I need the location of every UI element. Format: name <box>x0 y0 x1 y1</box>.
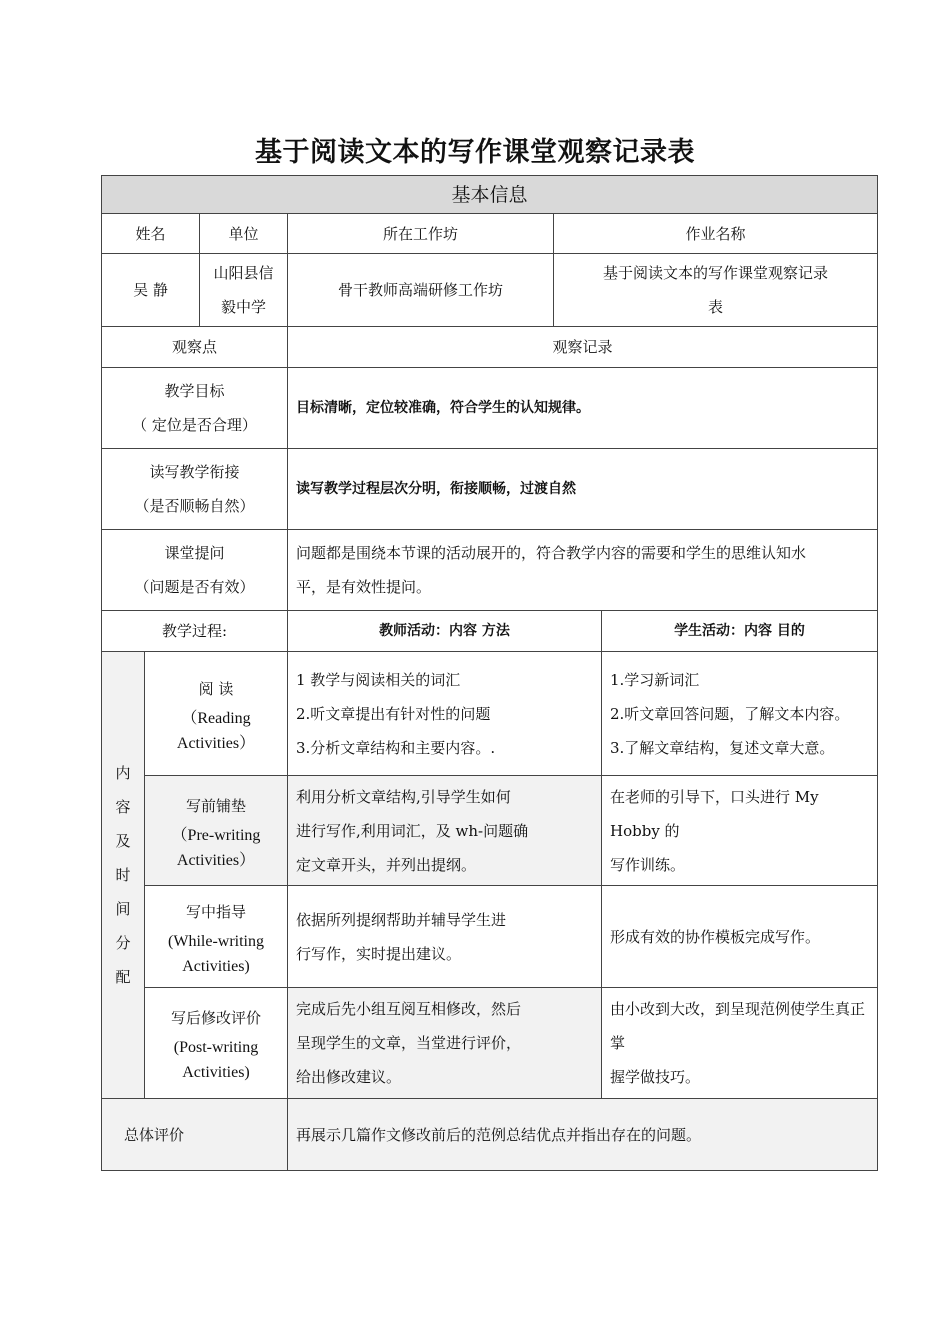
stage-postwriting <box>145 988 288 1099</box>
student-whilewriting <box>602 886 878 988</box>
list-item: 写作训练。 <box>610 855 686 874</box>
point-label: 课堂提问 <box>164 544 225 562</box>
record-goal: 目标清晰，定位较准确，符合学生的认知规律。 <box>288 368 878 449</box>
point-link <box>102 449 288 530</box>
header-name: 姓名 <box>102 214 200 254</box>
list-item: 1.学习新词汇 <box>610 670 700 689</box>
list-item: 行写作，实时提出建议。 <box>296 944 462 963</box>
list-item: 呈现学生的文章，当堂进行评价， <box>296 1034 522 1052</box>
workshop-value: 骨干教师高端研修工作坊 <box>288 254 554 327</box>
student-prewriting <box>602 776 878 886</box>
teacher-whilewriting <box>288 886 602 988</box>
stage-reading <box>145 652 288 776</box>
teacher-prewriting <box>288 776 602 886</box>
point-question <box>102 530 288 611</box>
teacher-postwriting <box>288 988 602 1099</box>
header-workshop: 所在工作坊 <box>288 214 554 254</box>
teacher-name: 吴 静 <box>102 254 200 327</box>
side-label-vertical <box>102 652 145 1099</box>
point-goal <box>102 368 288 449</box>
header-assignment: 作业名称 <box>554 214 878 254</box>
stage-en: Activities） <box>176 851 256 869</box>
stage-whilewriting <box>145 886 288 988</box>
stage-name: 写中指导 <box>185 902 246 921</box>
list-item: 1 教学与阅读相关的词汇 <box>296 670 461 689</box>
student-activity-header: 学生活动：内容 目的 <box>602 611 878 652</box>
side-char: 间 <box>115 900 131 918</box>
observe-point-header: 观察点 <box>102 327 288 368</box>
list-item: 在老师的引导下，口头进行 My Hobby 的 <box>610 787 819 840</box>
side-char: 容 <box>115 798 131 816</box>
list-item: 2.听文章回答问题，了解文本内容。 <box>610 704 850 723</box>
list-item: 进行写作,利用词汇，及 wh-问题确 <box>296 821 529 840</box>
observe-record-header: 观察记录 <box>288 327 878 368</box>
stage-name: 阅 读 <box>198 679 234 698</box>
summary-text: 再展示几篇作文修改前后的范例总结优点并指出存在的问题。 <box>288 1099 878 1171</box>
list-item: 利用分析文章结构,引导学生如何 <box>296 787 511 806</box>
side-char: 分 <box>115 934 131 952</box>
stage-en: (While-writing <box>168 932 264 950</box>
list-item: 3.分析文章结构和主要内容。. <box>296 738 496 757</box>
summary-label: 总体评价 <box>102 1099 288 1171</box>
point-sublabel: （问题是否有效） <box>134 578 255 596</box>
record-line: 问题都是围绕本节课的活动展开的，符合教学内容的需要和学生的思维认知水 <box>296 544 807 562</box>
student-reading <box>602 652 878 776</box>
record-link: 读写教学过程层次分明，衔接顺畅，过渡自然 <box>288 449 878 530</box>
teacher-activity-header: 教师活动：内容 方法 <box>288 611 602 652</box>
unit-line: 山阳县信 <box>213 264 274 282</box>
list-item: 握学做技巧。 <box>610 1068 701 1086</box>
basic-info-header: 基本信息 <box>102 176 878 214</box>
list-item: 完成后先小组互阅互相修改，然后 <box>296 1000 522 1018</box>
record-question <box>288 530 878 611</box>
assignment-line: 表 <box>708 298 724 316</box>
stage-en: Activities) <box>182 1064 250 1081</box>
point-sublabel: （是否顺畅自然） <box>134 497 255 515</box>
stage-name: 写后修改评价 <box>170 1009 261 1027</box>
side-char: 及 <box>115 832 131 850</box>
unit-line: 毅中学 <box>220 298 266 316</box>
stage-en: (Post-writing <box>173 1039 259 1056</box>
list-item: 3.了解文章结构，复述文章大意。 <box>610 738 835 757</box>
side-char: 内 <box>115 764 131 782</box>
side-char: 时 <box>115 866 131 884</box>
page-title: 基于阅读文本的写作课堂观察记录表 <box>255 137 695 168</box>
header-unit: 单位 <box>200 214 288 254</box>
list-item: 给出修改建议。 <box>296 1068 402 1086</box>
stage-en: Activities） <box>176 734 256 752</box>
observation-table <box>101 175 878 1171</box>
teacher-unit <box>200 254 288 327</box>
list-item: 依据所列提纲帮助并辅导学生进 <box>296 910 507 929</box>
stage-en: （Reading <box>181 709 251 727</box>
process-label: 教学过程: <box>102 611 288 652</box>
list-item: 形成有效的协作模板完成写作。 <box>610 927 821 946</box>
teacher-reading <box>288 652 602 776</box>
assignment-line: 基于阅读文本的写作课堂观察记录 <box>603 264 829 282</box>
stage-en: Activities) <box>182 957 250 975</box>
student-postwriting <box>602 988 878 1099</box>
point-sublabel: （ 定位是否合理） <box>132 416 257 434</box>
point-label: 教学目标 <box>164 382 225 400</box>
point-label: 读写教学衔接 <box>149 463 240 481</box>
list-item: 由小改到大改，到呈现范例使学生真正掌 <box>610 1000 866 1052</box>
record-line: 平，是有效性提问。 <box>296 578 432 596</box>
stage-prewriting <box>145 776 288 886</box>
list-item: 定文章开头，并列出提纲。 <box>296 855 477 874</box>
assignment-value <box>554 254 878 327</box>
list-item: 2.听文章提出有针对性的问题 <box>296 704 491 723</box>
stage-name: 写前铺垫 <box>185 796 246 815</box>
stage-en: （Pre-writing <box>171 826 261 844</box>
side-char: 配 <box>115 968 131 986</box>
